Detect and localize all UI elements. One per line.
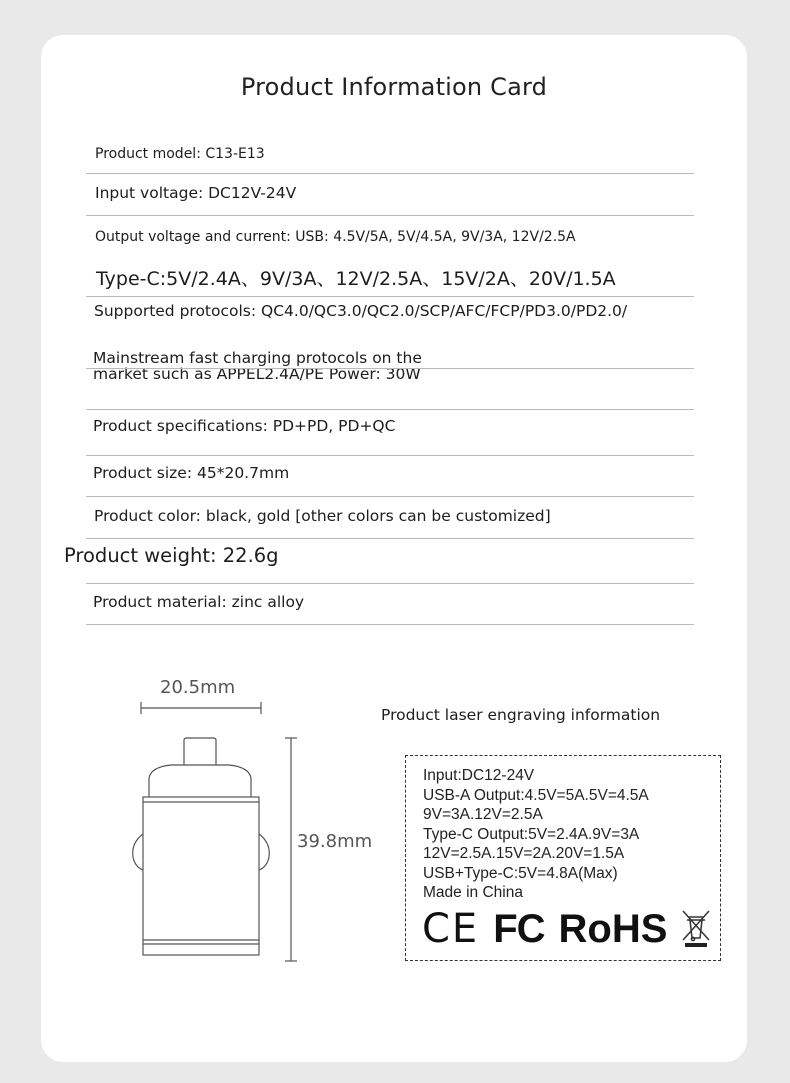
divider: [86, 215, 694, 216]
engraving-line: 9V=3A.12V=2.5A: [423, 806, 543, 823]
divider: [86, 624, 694, 625]
spec-input-voltage: Input voltage: DC12V-24V: [95, 184, 297, 202]
divider: [86, 409, 694, 410]
engraving-title: Product laser engraving information: [381, 706, 661, 724]
charger-body: [143, 797, 259, 955]
certification-marks: [422, 906, 711, 952]
divider: [86, 538, 694, 539]
spec-product-specifications: Product specifications: PD+PD, PD+QC: [93, 417, 396, 435]
spec-product-model: Product model: C13-E13: [95, 146, 265, 162]
rohs-mark-icon: RoHS: [558, 907, 668, 951]
height-dimension-label: 39.8mm: [297, 831, 373, 852]
divider: [86, 496, 694, 497]
car-charger-outline-drawing: [121, 695, 321, 965]
engraving-line: USB+Type-C:5V=4.8A(Max): [423, 864, 618, 882]
divider: [86, 173, 694, 174]
engraving-label-box: [405, 755, 721, 961]
divider: [86, 455, 694, 456]
crossed-out-bin-icon: [681, 909, 711, 949]
engraving-line: Input:DC12-24V: [423, 767, 535, 784]
charger-cap: [149, 765, 251, 797]
spec-product-material: Product material: zinc alloy: [93, 593, 305, 611]
divider: [86, 296, 694, 297]
spec-product-weight: Product weight: 22.6g: [64, 544, 279, 567]
engraving-text: [423, 766, 649, 903]
engraving-line: 12V=2.5A.15V=2A.20V=1.5A: [423, 845, 625, 862]
engraving-line: USB-A Output:4.5V=5A.5V=4.5A: [423, 786, 649, 804]
engraving-line: Type-C Output:5V=2.4A.9V=3A: [423, 825, 640, 843]
divider: [86, 583, 694, 584]
fcc-mark-icon: FC: [493, 907, 545, 951]
charger-tip: [184, 738, 216, 765]
page-title: Product Information Card: [240, 73, 548, 101]
width-dimension-label: 20.5mm: [160, 677, 236, 698]
charger-left-clip: [133, 834, 143, 870]
spec-output-usb: Output voltage and current: USB: 4.5V/5A, 5V/4.5A, 9V/3A, 12V/2.5A: [95, 229, 576, 245]
spec-product-size: Product size: 45*20.7mm: [93, 464, 290, 482]
spec-product-color: Product color: black, gold [other colors can be customized]: [94, 507, 551, 525]
ce-mark-icon: CE: [422, 906, 480, 952]
spec-output-type-c: Type-C:5V/2.4A、9V/3A、12V/2.5A、15V/2A、20V/1.5A: [96, 268, 616, 290]
spec-mainstream-protocols: Mainstream fast charging protocols on the market such as APPEL2.4A/PE Power: 30W: [93, 349, 422, 383]
charger-right-clip: [259, 834, 269, 870]
spec-supported-protocols: Supported protocols: QC4.0/QC3.0/QC2.0/SCP/AFC/FCP/PD3.0/PD2.0/: [94, 302, 628, 320]
divider: [86, 368, 694, 369]
engraving-line: Made in China: [423, 884, 523, 901]
product-info-card: [41, 35, 747, 1062]
